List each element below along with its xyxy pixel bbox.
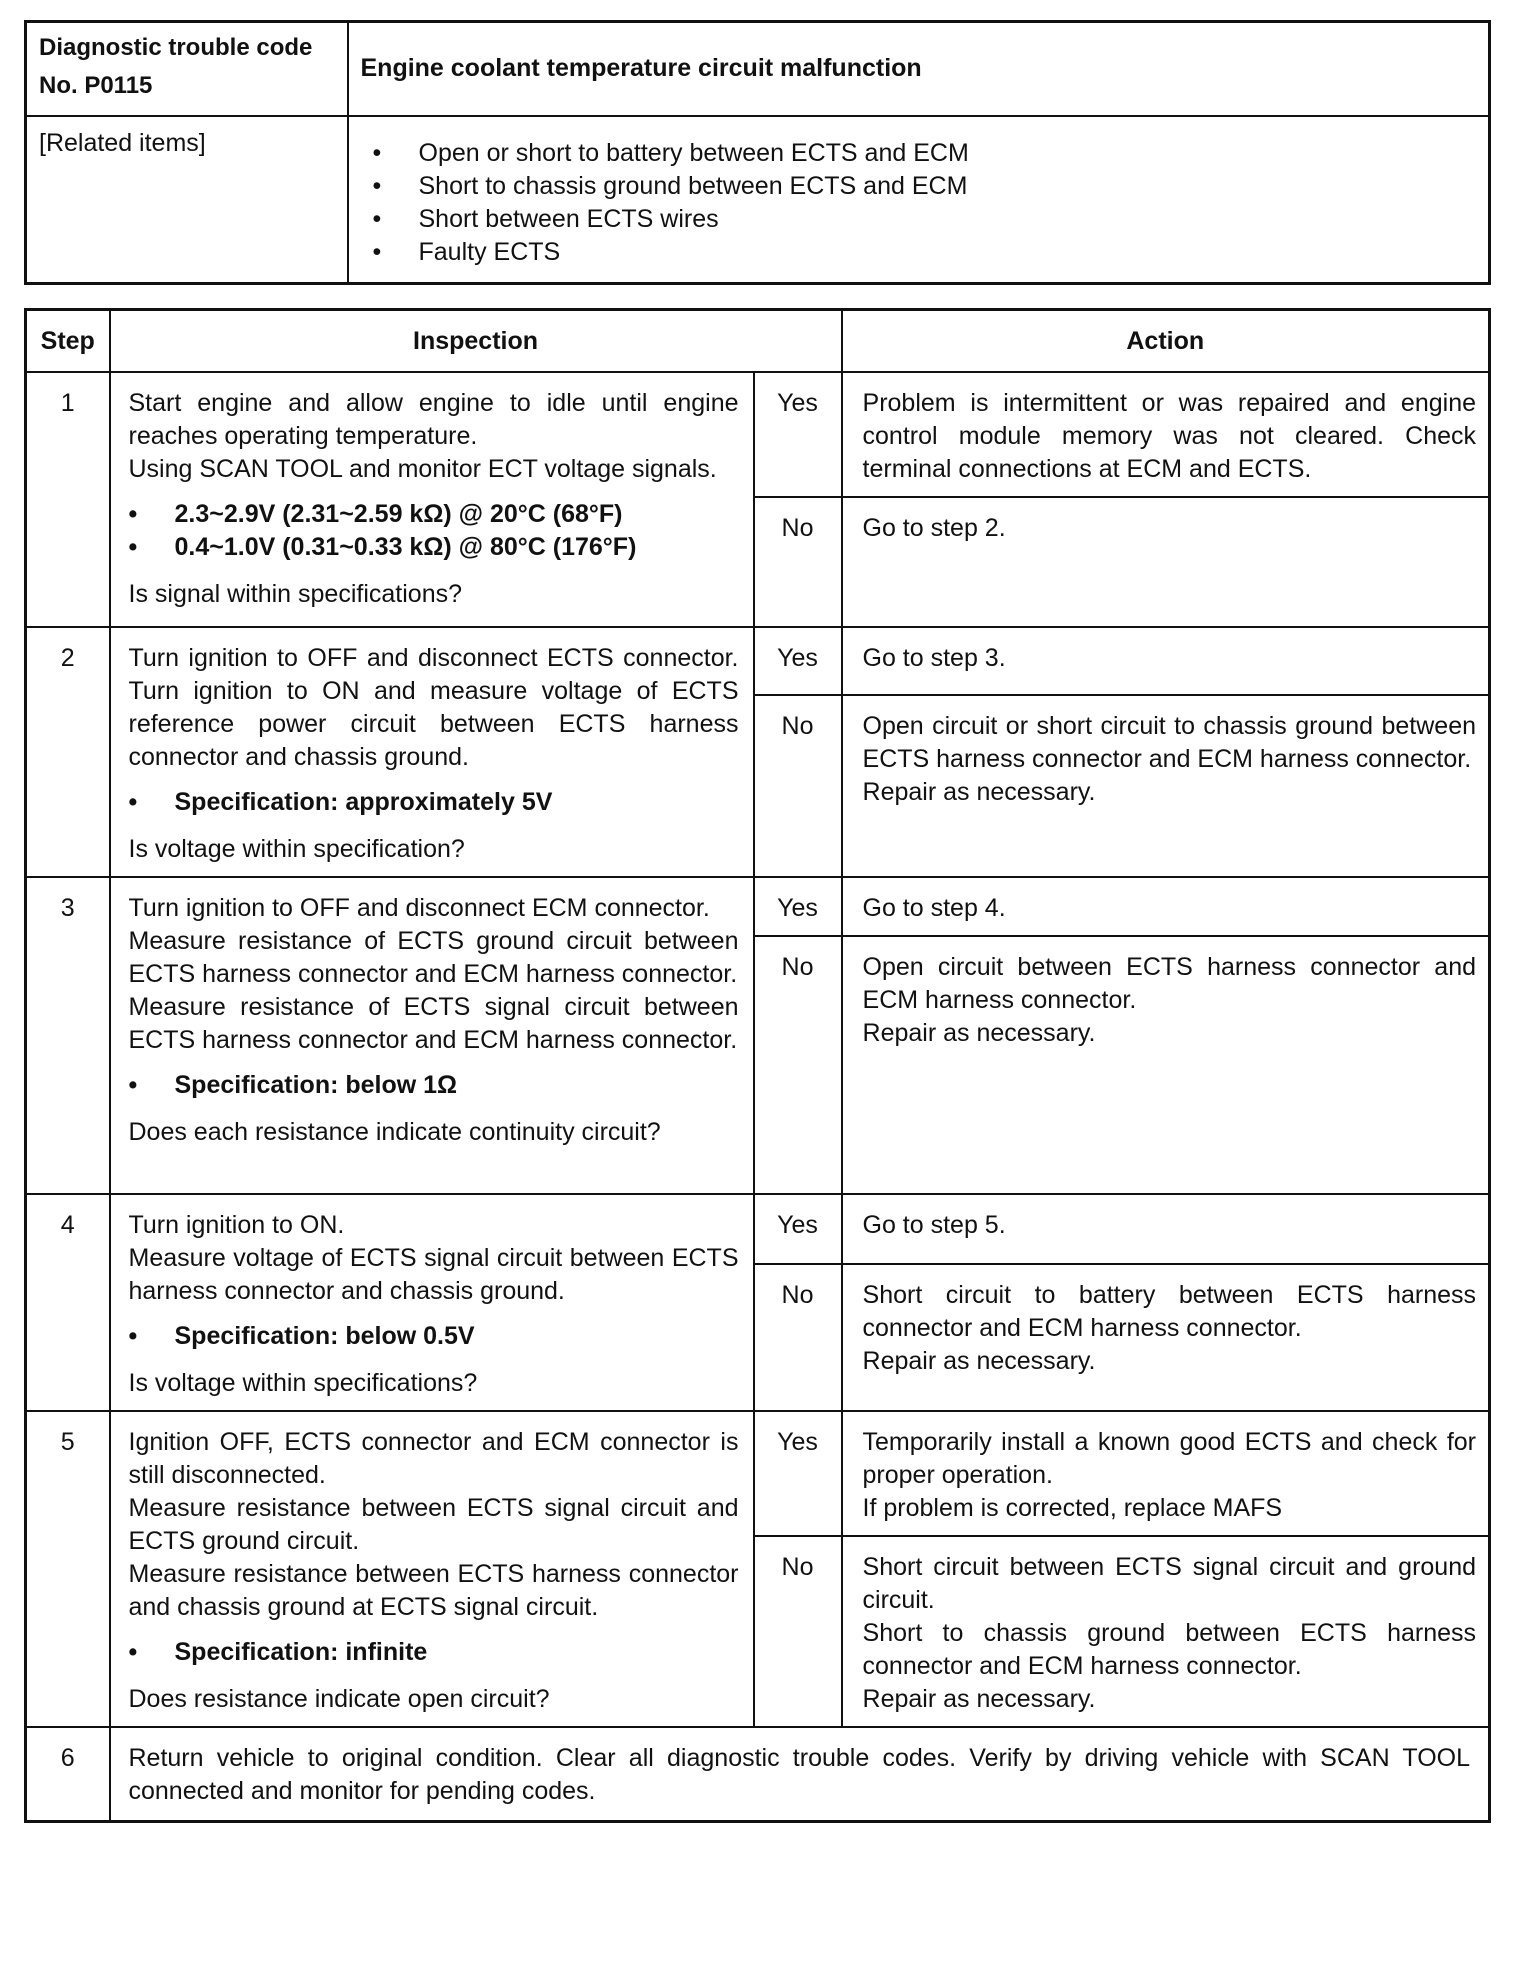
step-number: 6 [26, 1727, 110, 1822]
specification-text: • 0.4~1.0V (0.31~0.33 kΩ) @ 80°C (176°F) [129, 531, 739, 564]
steps-body [26, 372, 1490, 1822]
dtc-title: Engine coolant temperature circuit malfunction [348, 22, 1490, 116]
yes-action-cell [842, 372, 1490, 497]
yes-action-text: Problem is intermittent or was repaired and engine control module memory was not cleared. Check terminal connections at ECM and ECTS. [862, 389, 1477, 483]
inspection-text: Measure resistance between ECTS harness connector and chassis ground at ECTS signal circuit. [128, 1560, 739, 1621]
step-row-yes [26, 877, 1490, 936]
dtc-code-label: Diagnostic trouble code [39, 34, 313, 61]
dtc-header-row [26, 22, 1490, 116]
yes-label: Yes [754, 627, 842, 695]
inspection-text: Measure resistance of ECTS ground circuit between ECTS harness connector and ECM harness connector. [128, 927, 739, 988]
no-label: No [754, 1264, 842, 1411]
related-items-cell [348, 116, 1490, 284]
column-header-action: Action [842, 310, 1490, 373]
inspection-text: Turn ignition to ON. [128, 1211, 345, 1239]
no-action-text: Repair as necessary. [862, 777, 1096, 806]
final-step-text: Return vehicle to original condition. Clear all diagnostic trouble codes. Verify by driving vehicle with SCAN TOOL connected and monitor for pending codes. [110, 1727, 1490, 1822]
dtc-header-table [24, 20, 1491, 285]
inspection-text: Measure resistance between ECTS signal circuit and ECTS ground circuit. [128, 1494, 739, 1555]
step-row-yes [26, 372, 1490, 497]
yes-action-cell [842, 627, 1490, 695]
no-action-text: Short circuit to battery between ECTS harness connector and ECM harness connector. [862, 1280, 1477, 1342]
specification-text: • Specification: below 1Ω [129, 1069, 739, 1102]
related-item: • Open or short to battery between ECTS and ECM [361, 137, 1477, 170]
inspection-text: Start engine and allow engine to idle until engine reaches operating temperature. [128, 389, 739, 450]
inspection-question: Does each resistance indicate continuity circuit? [128, 1118, 661, 1146]
step-row-yes [26, 627, 1490, 695]
table-header-row [26, 310, 1490, 373]
no-label: No [754, 936, 842, 1194]
no-action-cell [842, 695, 1490, 877]
inspection-cell [110, 1411, 754, 1727]
step-row-final [26, 1727, 1490, 1822]
yes-action-text: Go to step 4. [862, 894, 1006, 922]
no-action-text: Repair as necessary. [862, 1346, 1096, 1375]
inspection-text: Turn ignition to OFF and disconnect ECM connector. [128, 894, 710, 922]
step-number: 5 [26, 1411, 110, 1727]
step-number: 2 [26, 627, 110, 877]
yes-action-text: Temporarily install a known good ECTS and check for proper operation. [862, 1428, 1477, 1489]
inspection-text: Measure voltage of ECTS signal circuit between ECTS harness connector and chassis ground. [128, 1244, 739, 1305]
no-action-text: Short circuit between ECTS signal circuit and ground circuit. [862, 1553, 1477, 1614]
yes-label: Yes [754, 1194, 842, 1264]
yes-action-text: Go to step 5. [862, 1211, 1006, 1239]
related-items-label: [Related items] [26, 116, 348, 284]
step-row-yes [26, 1194, 1490, 1264]
specification-text: • Specification: below 0.5V [129, 1320, 739, 1353]
step-number: 3 [26, 877, 110, 1194]
no-action-text: Open circuit or short circuit to chassis ground between ECTS harness connector and ECM harness connector. [862, 711, 1477, 773]
specification-text: • Specification: infinite [129, 1636, 739, 1669]
related-item: • Short to chassis ground between ECTS and ECM [361, 170, 1477, 203]
inspection-text: Measure resistance of ECTS signal circuit between ECTS harness connector and ECM harness connector. [128, 993, 739, 1054]
inspection-question: Is signal within specifications? [128, 580, 462, 608]
related-items-list [361, 137, 1477, 269]
related-item: • Short between ECTS wires [361, 203, 1477, 236]
no-action-cell [842, 1264, 1490, 1411]
inspection-question: Is voltage within specification? [128, 835, 465, 863]
no-action-text: Repair as necessary. [862, 1019, 1096, 1047]
no-action-cell [842, 936, 1490, 1194]
yes-action-cell [842, 877, 1490, 936]
step-number: 4 [26, 1194, 110, 1411]
inspection-cell [110, 627, 754, 877]
inspection-text: Turn ignition to OFF and disconnect ECTS connector. Turn ignition to ON and measure voltage of ECTS reference power circuit between ECTS harness connector and chassis ground. [128, 644, 739, 771]
dtc-code-number: No. P0115 [39, 72, 153, 99]
specification-text: • 2.3~2.9V (2.31~2.59 kΩ) @ 20°C (68°F) [129, 498, 739, 531]
no-action-text: Short to chassis ground between ECTS harness connector and ECM harness connector. [862, 1619, 1477, 1680]
no-label: No [754, 695, 842, 877]
specification-text: • Specification: approximately 5V [129, 786, 739, 819]
yes-action-cell [842, 1194, 1490, 1264]
no-label: No [754, 1536, 842, 1727]
no-action-text: Open circuit between ECTS harness connector and ECM harness connector. [862, 953, 1477, 1014]
inspection-cell [110, 877, 754, 1194]
inspection-question: Does resistance indicate open circuit? [128, 1685, 550, 1713]
inspection-cell [110, 372, 754, 627]
yes-action-text: Go to step 3. [862, 644, 1006, 672]
no-action-cell [842, 497, 1490, 627]
no-action-text: Go to step 2. [862, 514, 1006, 542]
yes-label: Yes [754, 372, 842, 497]
yes-action-cell [842, 1411, 1490, 1536]
inspection-text: Ignition OFF, ECTS connector and ECM connector is still disconnected. [128, 1428, 739, 1489]
yes-action-text: If problem is corrected, replace MAFS [862, 1494, 1283, 1522]
step-number: 1 [26, 372, 110, 627]
diagnostic-steps-table [24, 308, 1491, 1823]
step-row-yes [26, 1411, 1490, 1536]
related-items-row [26, 116, 1490, 284]
dtc-code-cell [26, 22, 348, 116]
no-action-cell [842, 1536, 1490, 1727]
column-header-step: Step [26, 310, 110, 373]
inspection-question: Is voltage within specifications? [128, 1369, 478, 1397]
column-header-inspection: Inspection [110, 310, 842, 373]
inspection-cell [110, 1194, 754, 1411]
related-item: • Faulty ECTS [361, 236, 1477, 269]
inspection-text: Using SCAN TOOL and monitor ECT voltage signals. [128, 455, 717, 483]
no-action-text: Repair as necessary. [862, 1685, 1096, 1713]
yes-label: Yes [754, 877, 842, 936]
yes-label: Yes [754, 1411, 842, 1536]
no-label: No [754, 497, 842, 627]
